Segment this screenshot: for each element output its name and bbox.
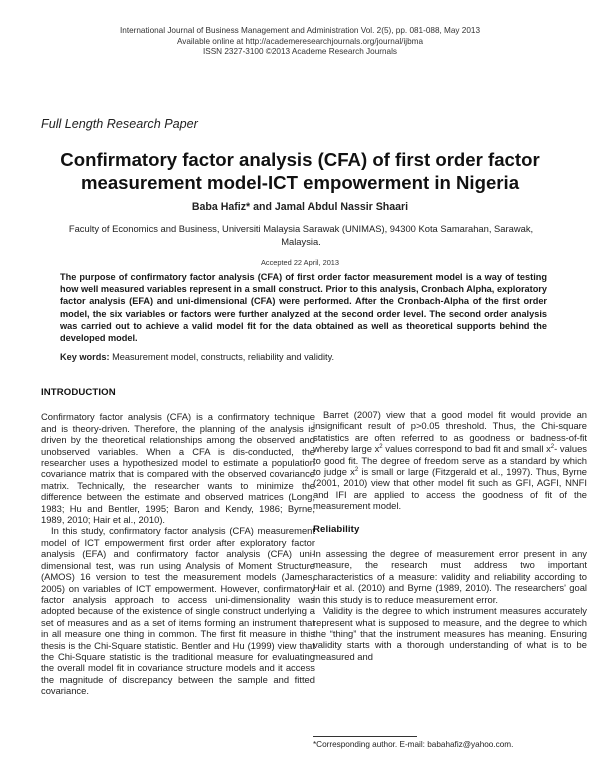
footnote-divider	[313, 736, 417, 737]
journal-issn: ISSN 2327-3100 ©2013 Academe Research Journals	[202, 47, 397, 57]
authors: Baba Hafiz* and Jamal Abdul Nassir Shaari	[191, 201, 409, 213]
paragraph: In assessing the degree of measurement error present in any measure, the research must address two important characteristics of a measure: validity and reliability according to Hair et al. (2010) and Byrne (1989, 2010). The researchers' goal in this study is to reduce measurement error.	[313, 548, 587, 605]
section-heading-reliability: Reliability	[313, 523, 360, 535]
left-column	[41, 387, 315, 697]
section-heading-introduction: INTRODUCTION	[41, 387, 116, 398]
corresponding-author-footnote: *Corresponding author. E-mail: babahafiz@yahoo.com.	[313, 740, 514, 749]
right-column	[313, 409, 587, 662]
paper-type: Full Length Research Paper	[41, 117, 198, 131]
keywords-label: Key words:	[60, 352, 110, 362]
journal-header	[0, 26, 600, 58]
journal-citation: International Journal of Business Management and Administration Vol. 2(5), pp. 081-088, May 2013	[119, 26, 480, 35]
journal-url: Available online at http://academeresearchjournals.org/journal/ijbma	[176, 36, 424, 46]
accepted-date: Accepted 22 April, 2013	[260, 258, 340, 267]
paragraph: Validity is the degree to which instrument measures accurately represent what is supposed to measure, and the degree to which the “thing” that the instrument measures has meaning. Ensuring validity starts with a thorough understanding of what is to be measured and	[313, 605, 587, 662]
paragraph: In this study, confirmatory factor analysis (CFA) measurement model of ICT empowerment first order after exploratory factor analysis (EFA) and confirmatory factor analysis (CFA) uni-dimensional test, was run using Analysis of Moment Structure (AMOS) 16 version to test the measurement models (James, 2005) on variables of ICT empowerment. However, confirmatory factor analysis approach to access uni-dimensionality was adopted because of the existence of single construct underlying a set of measures and as a set of items forming an instrument that in all measure one thing in common. The first fit measure in this thesis is the Chi-Square statistic. Bentler and Hu (1999) view that the Chi-Square statistic is the traditional measure for evaluating the overall model fit in covariance structure models and it access the magnitude of discrepancy between the sample and fitted covariance.	[41, 525, 315, 697]
keywords	[60, 352, 547, 362]
title-line-2: measurement model-ICT empowerment in Nigeria	[80, 172, 520, 193]
title-line-1: Confirmatory factor analysis (CFA) of first order factor	[60, 149, 540, 170]
keywords-text: Measurement model, constructs, reliability and validity.	[109, 352, 335, 362]
abstract: The purpose of confirmatory factor analysis (CFA) of first order factor measurement model is a way of testing how well measured variables represent in a small construct. Prior to this analysis, Cronbach Alpha, exploratory factor analysis (EFA) and uni-dimensional (CFA) were performed. After the Cronbach-Alpha of the first order model, the six variables or factors were further analyzed at the second order level. The second order analysis was carried out to achieve a valid model fit for the data obtained as well as theoretical supports behind the developed model.	[60, 272, 547, 344]
affiliation: Faculty of Economics and Business, Universiti Malaysia Sarawak (UNIMAS), 94300 Kota Samarahan, Sarawak, Malaysia.	[68, 223, 534, 247]
paragraph: Confirmatory factor analysis (CFA) is a confirmatory technique and is theory-driven. Therefore, the planning of the analysis is driven by the theoretical relationships among the observed and unobserved variables. When a CFA is dis-conducted, the researcher uses a hypothesized model to estimate a population covariance matrix that is compared with the observed covariance matrix. Technically, the researcher wants to minimize the difference between the estimate and observed matrices (Long, 1983; Hu and Bentler, 1995; Baron and Kendy, 1986; Byrne, 1989, 2010; Hair et al., 2010).	[41, 411, 315, 526]
paragraph: Barret (2007) view that a good model fit would provide an insignificant result of p>0.05 threshold. Thus, the Chi-square statistics are often referred to as goodness or badness-of-fit whereby large $x^2$ values correspond to bad fit and small $x^2-$ values to good fit. The degree of freedom serve as a standard by which to judge $x^2$ is small or large (Fitzgerald et al., 1997). Thus, Byrne (2001, 2010) view that other model fit such as GFI, AGFI, NNFI and IFI are applied to access the goodness of fit of the measurement model.	[313, 409, 588, 512]
paper-title	[20, 148, 580, 194]
